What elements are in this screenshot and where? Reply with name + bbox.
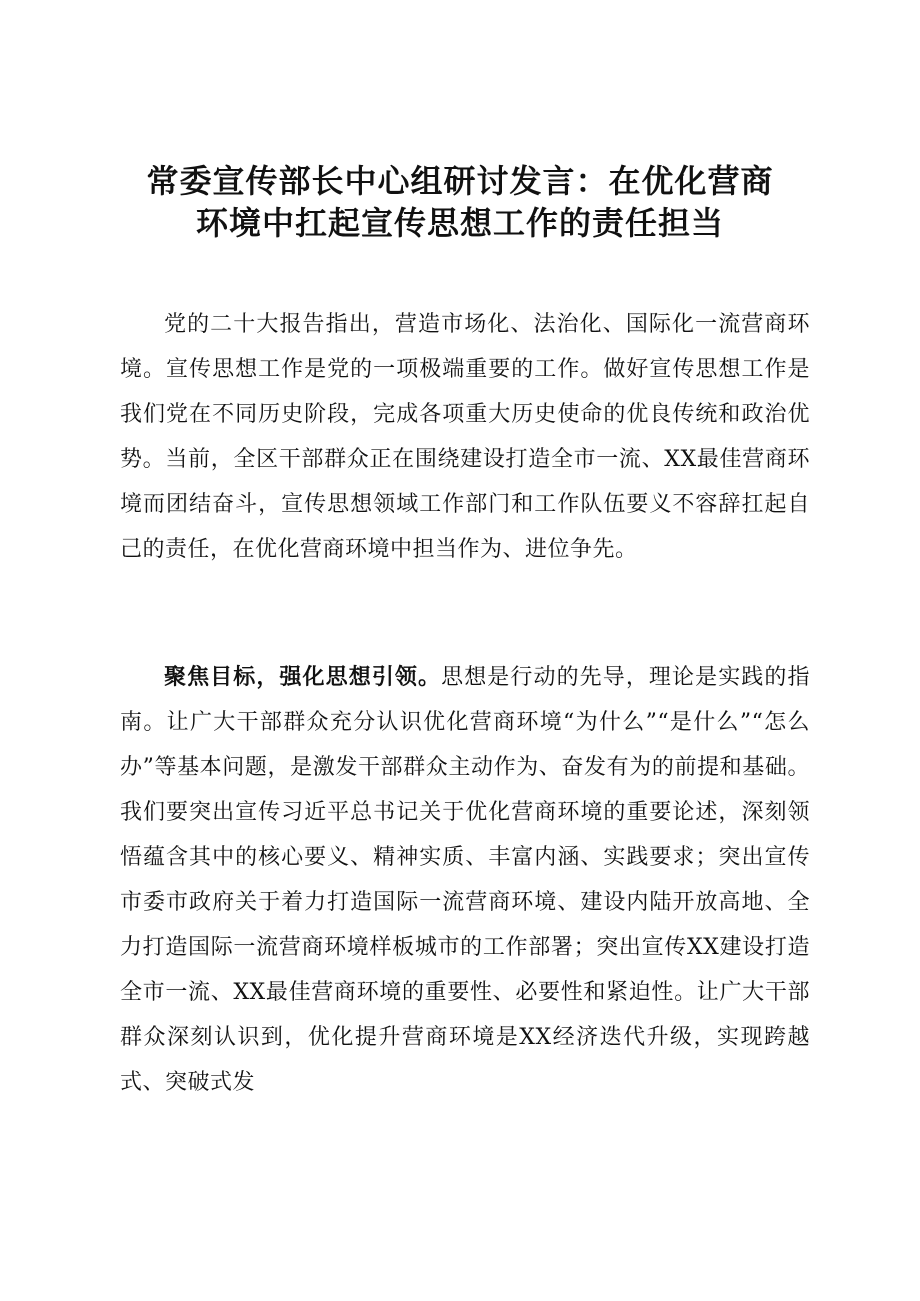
- paragraph-section-1: [120, 655, 810, 1105]
- section-body: 思想是行动的先导，理论是实践的指南。让广大干部群众充分认识优化营商环境“为什么”“是什么”“怎么办”等基本问题，是激发干部群众主动作为、奋发有为的前提和基础。我们要突出宣传习近平总书记关于优化营商环境的重要论述，深刻领悟蕴含其中的核心要义、精神实质、丰富内涵、实践要求；突出宣传市委市政府关于着力打造国际一流营商环境、建设内陆开放高地、全力打造国际一流营商环境样板城市的工作部署；突出宣传XX建设打造全市一流、XX最佳营商环境的重要性、必要性和紧迫性。让广大干部群众深刻认识到，优化提升营商环境是XX经济迭代升级，实现跨越式、突破式发: [120, 665, 810, 1095]
- section-heading: 聚焦目标，强化思想引领。: [164, 665, 442, 690]
- paragraph-intro: 党的二十大报告指出，营造市场化、法治化、国际化一流营商环境。宣传思想工作是党的一项极端重要的工作。做好宣传思想工作是我们党在不同历史阶段，完成各项重大历史使命的优良传统和政治优势。当前，全区干部群众正在围绕建设打造全市一流、XX最佳营商环境而团结奋斗，宣传思想领域工作部门和工作队伍要义不容辞扛起自己的责任，在优化营商环境中担当作为、进位争先。: [120, 312, 810, 562]
- title-line-1: 常委宣传部长中心组研讨发言：在优化营商: [146, 162, 774, 200]
- title-line-2: 环境中扛起宣传思想工作的责任担当: [195, 204, 724, 242]
- document-title: [100, 160, 820, 244]
